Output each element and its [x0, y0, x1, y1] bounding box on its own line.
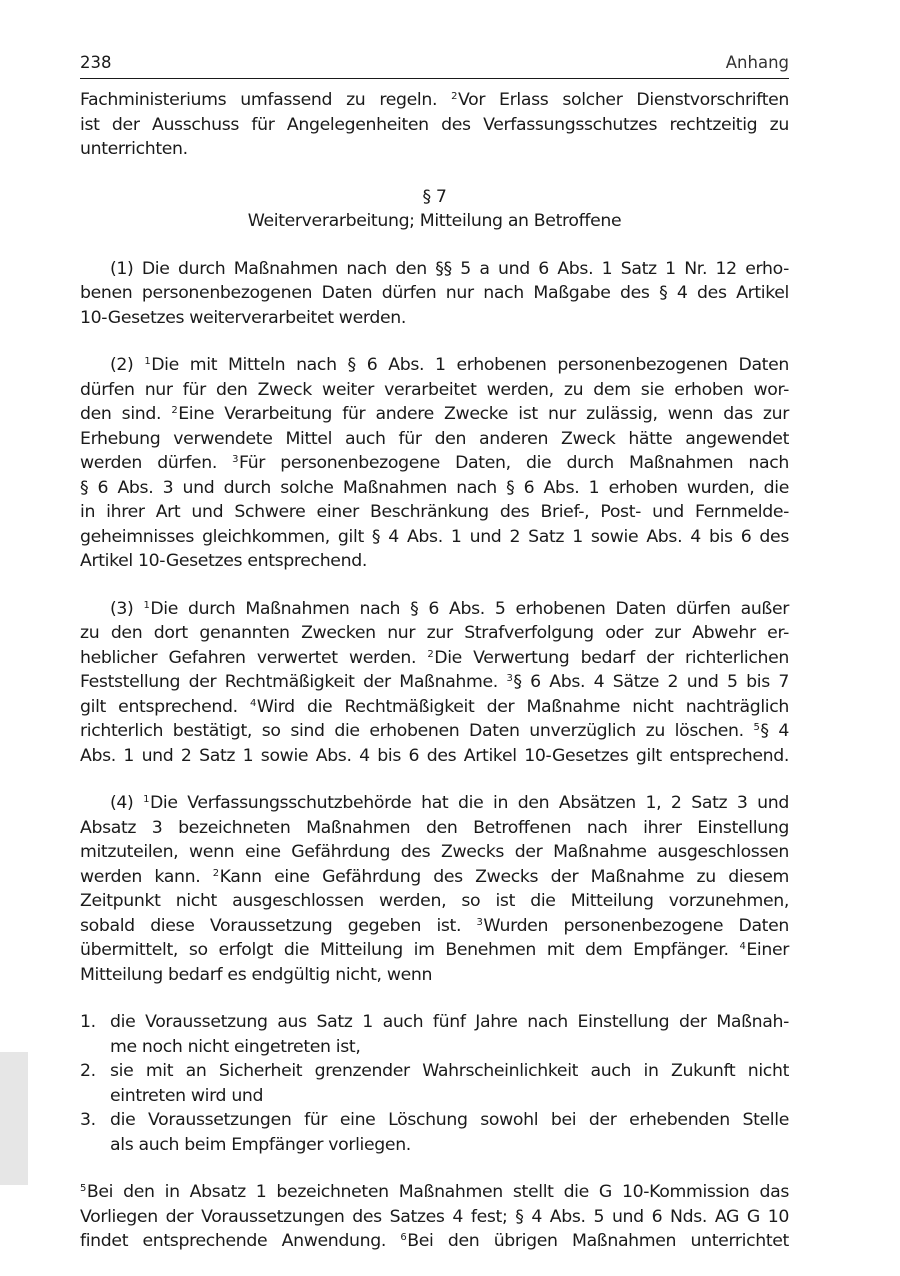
text-line: Erhebung verwendete Mittel auch für den anderen Zweck hätte angewendet [80, 428, 789, 449]
text-line: in ihrer Art und Schwere einer Beschränkung des Brief-, Post- und Fernmelde- [80, 502, 789, 522]
text-line: zu den dort genannten Zwecken nur zur Strafverfolgung oder zur Abwehr er- [80, 623, 789, 643]
list-item [80, 1108, 789, 1157]
margin-thumb-tab [0, 1052, 28, 1185]
text-line: werden dürfen. $^3$Für personenbezogene Daten, die durch Maßnahmen nach [80, 453, 790, 473]
section-title: Weiterverarbeitung; Mitteilung an Betroffene [247, 211, 622, 231]
paragraph-5 [80, 1180, 789, 1254]
text-line: gilt entsprechend. $^4$Wird die Rechtmäßigkeit der Maßnahme nicht nachträglich [80, 696, 789, 717]
page-body [80, 88, 789, 1254]
text-line: heblicher Gefahren verwertet werden. $^2$Die Verwertung bedarf der richterlichen [80, 647, 789, 668]
intro-paragraph [80, 88, 789, 162]
text-line: Artikel 10-Gesetzes entsprechend. [80, 551, 367, 571]
section-heading [80, 185, 789, 234]
text-line: Absatz 3 bezeichneten Maßnahmen den Betroffenen nach ihrer Einstellung [80, 817, 789, 838]
text-line: sie mit an Sicherheit grenzender Wahrscheinlichkeit auch in Zukunft nicht [110, 1061, 789, 1081]
text-line: $^5$Bei den in Absatz 1 bezeichneten Maßnahmen stellt die G 10-Kommission das [80, 1182, 789, 1202]
text-line: Feststellung der Rechtmäßigkeit der Maßnahme. $^3$§ 6 Abs. 4 Sätze 2 und 5 bis 7 [80, 672, 790, 692]
text-line: dürfen nur für den Zweck weiter verarbeitet werden, zu dem sie erhoben wor- [80, 379, 789, 400]
paragraph-1 [80, 257, 789, 331]
text-line: (2) $^1$Die mit Mitteln nach § 6 Abs. 1 erhobenen personenbezogenen Daten [110, 355, 789, 375]
text-line: eintreten wird und [110, 1085, 264, 1106]
text-line: me noch nicht eingetreten ist, [110, 1036, 361, 1057]
list-number: 3. [80, 1110, 96, 1130]
text-line: den sind. $^2$Eine Verarbeitung für andere Zwecke ist nur zulässig, wenn das zur [80, 404, 790, 424]
running-header [80, 52, 789, 79]
text-line: geheimnisses gleichkommen, gilt § 4 Abs. 1 und 2 Satz 1 sowie Abs. 4 bis 6 des [80, 526, 789, 547]
text-line: mitzuteilen, wenn eine Gefährdung des Zwecks der Maßnahme ausgeschlossen [80, 842, 789, 862]
list-number: 1. [80, 1012, 96, 1032]
text-line: übermittelt, so erfolgt die Mitteilung im Benehmen mit dem Empfänger. $^4$Einer [80, 940, 789, 960]
text-line: als auch beim Empfänger vorliegen. [110, 1134, 411, 1155]
text-line: richterlich bestätigt, so sind die erhobenen Daten unverzüglich zu löschen. $^5$§ 4 [80, 721, 789, 741]
paragraph-3 [80, 597, 789, 769]
text-line: § 6 Abs. 3 und durch solche Maßnahmen nach § 6 Abs. 1 erhoben wurden, die [80, 477, 789, 498]
page-number: 238 [80, 53, 112, 72]
text-line: Mitteilung bedarf es endgültig nicht, wenn [80, 964, 433, 985]
list-item [80, 1010, 789, 1059]
text-line: die Voraussetzungen für eine Löschung sowohl bei der erhebenden Stelle [110, 1110, 789, 1130]
paragraph-2 [80, 353, 789, 574]
text-line: werden kann. $^2$Kann eine Gefährdung des Zwecks der Maßnahme zu diesem [80, 866, 789, 887]
text-line: benen personenbezogenen Daten dürfen nur nach Maßgabe des § 4 des Artikel [80, 283, 789, 303]
numbered-list [80, 1010, 789, 1157]
text-line: sobald diese Voraussetzung gegeben ist. $^3$Wurden personenbezogene Daten [80, 915, 789, 936]
running-head-section: Anhang [725, 53, 789, 72]
text-line: findet entsprechende Anwendung. $^6$Bei den übrigen Maßnahmen unterrichtet [80, 1231, 789, 1251]
text-line: ist der Ausschuss für Angelegenheiten des Verfassungsschutzes rechtzeitig zu [80, 114, 789, 135]
text-line: Fachministeriums umfassend zu regeln. $^2$Vor Erlass solcher Dienstvorschriften [80, 90, 790, 110]
text-line: (4) $^1$Die Verfassungsschutzbehörde hat die in den Absätzen 1, 2 Satz 3 und [110, 793, 789, 813]
text-line: (1) Die durch Maßnahmen nach den §§ 5 a und 6 Abs. 1 Satz 1 Nr. 12 erho- [110, 258, 789, 279]
text-line: Zeitpunkt nicht ausgeschlossen werden, so ist die Mitteilung vorzunehmen, [80, 891, 789, 911]
text-line: (3) $^1$Die durch Maßnahmen nach § 6 Abs. 5 erhobenen Daten dürfen außer [110, 598, 790, 619]
text-line: Abs. 1 und 2 Satz 1 sowie Abs. 4 bis 6 des Artikel 10-Gesetzes gilt entsprechend. [80, 745, 789, 766]
text-line: die Voraussetzung aus Satz 1 auch fünf Jahre nach Einstellung der Maßnah- [110, 1012, 789, 1032]
text-line: unterrichten. [80, 139, 188, 159]
text-line: 10-Gesetzes weiterverarbeitet werden. [80, 307, 406, 328]
text-line: Vorliegen der Voraussetzungen des Satzes 4 fest; § 4 Abs. 5 und 6 Nds. AG G 10 [80, 1206, 789, 1227]
paragraph-4 [80, 791, 789, 987]
section-number: § 7 [422, 186, 447, 207]
list-number: 2. [80, 1061, 96, 1081]
list-item [80, 1059, 789, 1108]
